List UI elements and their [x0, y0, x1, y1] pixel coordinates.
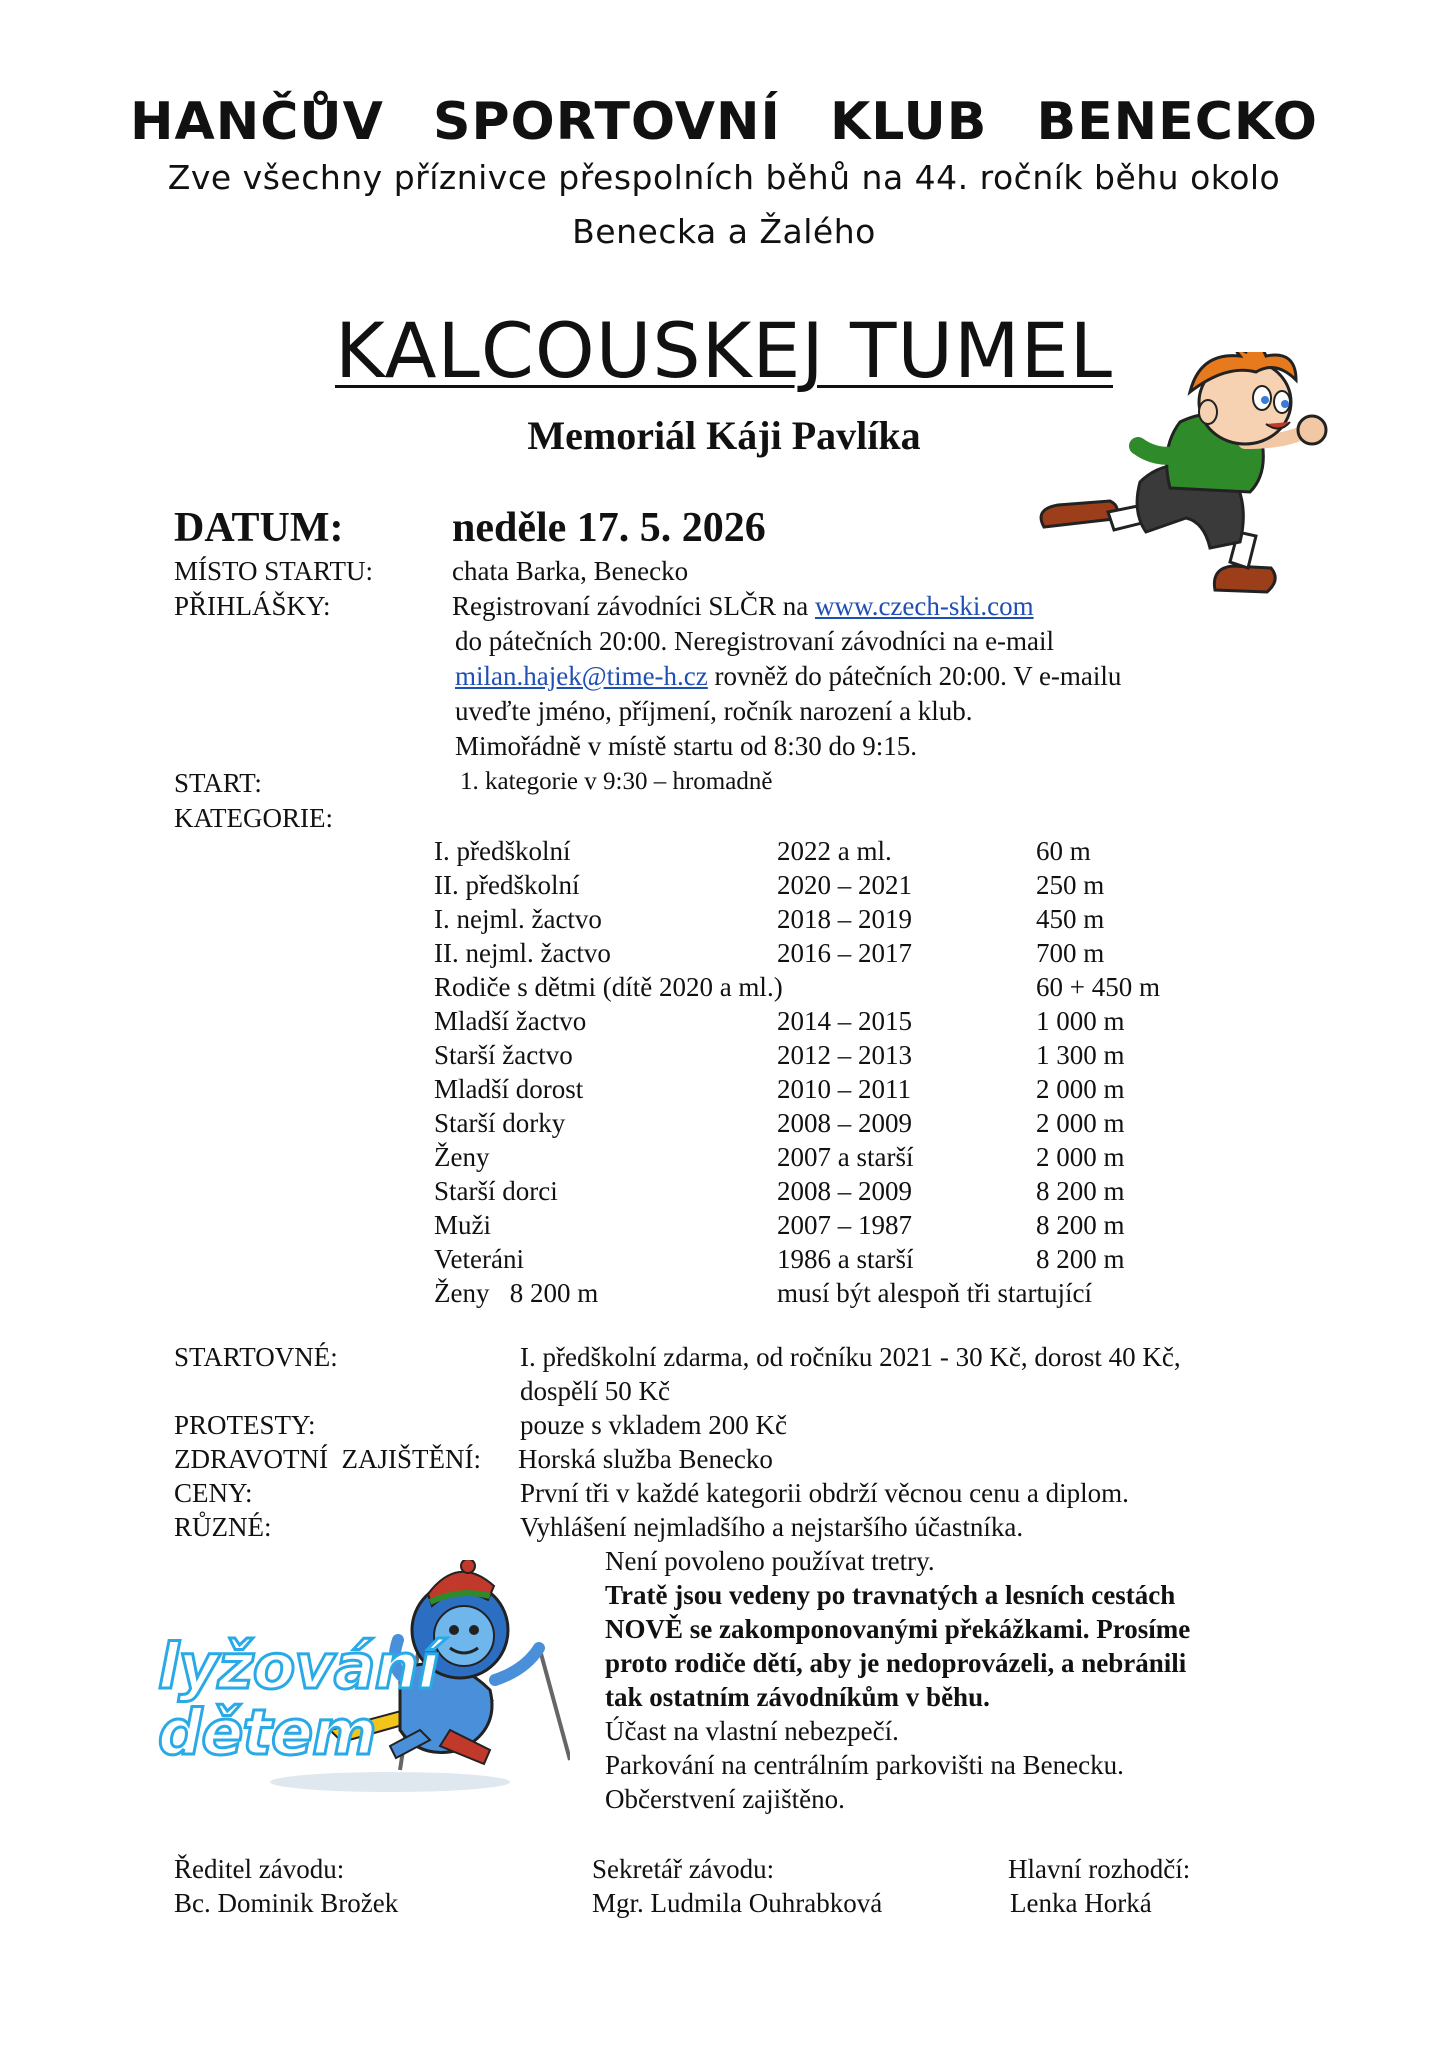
category-distance: 2 000 m: [1036, 1108, 1125, 1138]
startovne-line-2: dospělí 50 Kč: [520, 1376, 670, 1406]
event-title: KALCOUSKEJ TUMEL: [334, 306, 1113, 395]
category-name: II. nejml. žactvo: [434, 938, 611, 968]
official-name-director: Bc. Dominik Brožek: [174, 1888, 399, 1918]
category-name: Muži: [434, 1210, 491, 1240]
datum-label: DATUM:: [174, 505, 344, 551]
logo-line-2: dětem: [158, 1696, 376, 1769]
prihlasky-line-1: Registrovaní závodníci SLČR na www.czech-ski.com: [452, 591, 1034, 621]
category-years: 2022 a ml.: [777, 836, 892, 866]
category-distance: 2 000 m: [1036, 1074, 1125, 1104]
notice-line-4: tak ostatním závodníkům v běhu.: [605, 1682, 990, 1712]
start-label: START:: [174, 768, 262, 798]
category-distance: 1 000 m: [1036, 1006, 1125, 1036]
protesty-label: PROTESTY:: [174, 1410, 316, 1440]
prihlasky-line-2: do pátečních 20:00. Neregistrovaní závodníci na e-mail: [455, 626, 1055, 656]
category-distance: 8 200 m: [1036, 1210, 1125, 1240]
category-distance: 60 m: [1036, 836, 1091, 866]
category-distance: 60 + 450 m: [1036, 972, 1160, 1002]
start-value: 1. kategorie v 9:30 – hromadně: [460, 768, 773, 795]
category-years: 2008 – 2009: [777, 1176, 912, 1206]
category-distance: 1 300 m: [1036, 1040, 1125, 1070]
category-distance: 700 m: [1036, 938, 1105, 968]
official-role-referee: Hlavní rozhodčí:: [1008, 1854, 1191, 1884]
category-name: Starší žactvo: [434, 1040, 573, 1070]
ruzne-line-2: Není povoleno používat tretry.: [605, 1546, 935, 1576]
ceny-label: CENY:: [174, 1478, 253, 1508]
datum-value: neděle 17. 5. 2026: [452, 505, 766, 551]
category-distance: 2 000 m: [1036, 1142, 1125, 1172]
category-name: Veteráni: [434, 1244, 524, 1274]
category-name: Mladší žactvo: [434, 1006, 587, 1036]
zdravotni-value: Horská služba Benecko: [518, 1444, 773, 1474]
category-years: 2020 – 2021: [777, 870, 912, 900]
prihlasky-line-4: uveďte jméno, příjmení, ročník narození a klub.: [455, 696, 973, 726]
club-name: HANČŮV SPORTOVNÍ KLUB BENECKO: [129, 92, 1319, 152]
category-years: 2012 – 2013: [777, 1040, 912, 1070]
ruzne-line-1: Vyhlášení nejmladšího a nejstaršího účastníka.: [520, 1512, 1024, 1542]
category-years: 2016 – 2017: [777, 938, 912, 968]
category-distance: 250 m: [1036, 870, 1105, 900]
category-years: 2007 – 1987: [777, 1210, 912, 1240]
misto-value: chata Barka, Benecko: [452, 556, 689, 586]
email-link[interactable]: milan.hajek@time-h.cz: [455, 661, 708, 691]
startovne-line-1: I. předškolní zdarma, od ročníku 2021 - 30 Kč, dorost 40 Kč,: [520, 1342, 1181, 1372]
category-name: II. předškolní: [434, 870, 580, 900]
category-name: Starší dorky: [434, 1108, 566, 1138]
category-years: 1986 a starší: [777, 1244, 914, 1274]
category-name: I. nejml. žactvo: [434, 904, 602, 934]
official-name-referee: Lenka Horká: [1010, 1888, 1152, 1918]
ruzne-line-4: Parkování na centrálním parkovišti na Benecku.: [605, 1750, 1124, 1780]
women-note-text: musí být alespoň tři startující: [777, 1278, 1092, 1308]
lyzovani-detem-logo: [150, 1560, 570, 1800]
event-subtitle: Memoriál Káji Pavlíka: [527, 413, 921, 458]
official-name-secretary: Mgr. Ludmila Ouhrabková: [592, 1888, 883, 1918]
prihlasky-line-5: Mimořádně v místě startu od 8:30 do 9:15.: [455, 731, 917, 761]
category-years: 2007 a starší: [777, 1142, 914, 1172]
category-name: Starší dorci: [434, 1176, 558, 1206]
notice-line-3: proto rodiče dětí, aby je nedoprovázeli, a nebránili: [605, 1648, 1187, 1678]
misto-label: MÍSTO STARTU:: [174, 556, 373, 586]
category-years: 2014 – 2015: [777, 1006, 912, 1036]
prihlasky-label: PŘIHLÁŠKY:: [174, 591, 331, 621]
startovne-label: STARTOVNÉ:: [174, 1342, 338, 1372]
invitation-line-2: Benecka a Žalého: [572, 212, 876, 251]
czech-ski-link[interactable]: www.czech-ski.com: [814, 591, 1034, 621]
ruzne-label: RŮZNÉ:: [174, 1512, 272, 1542]
protesty-value: pouze s vkladem 200 Kč: [520, 1410, 787, 1440]
running-boy-illustration: [1030, 352, 1370, 622]
category-name: Rodiče s dětmi (dítě 2020 a ml.): [434, 972, 783, 1002]
category-years: 2010 – 2011: [777, 1074, 911, 1104]
category-distance: 8 200 m: [1036, 1176, 1125, 1206]
invitation-line-1: Zve všechny příznivce přespolních běhů na 44. ročník běhu okolo: [167, 158, 1281, 197]
prihlasky-line-3: milan.hajek@time-h.cz rovněž do pátečních 20:00. V e-mailu: [455, 661, 1122, 691]
category-name: Ženy: [434, 1142, 490, 1172]
notice-line-1: Tratě jsou vedeny po travnatých a lesních cestách: [605, 1580, 1176, 1610]
category-years: 2018 – 2019: [777, 904, 912, 934]
ceny-value: První tři v každé kategorii obdrží věcnou cenu a diplom.: [520, 1478, 1129, 1508]
category-distance: 8 200 m: [1036, 1244, 1125, 1274]
ruzne-line-5: Občerstvení zajištěno.: [605, 1784, 845, 1814]
women-note-name: Ženy 8 200 m: [434, 1278, 599, 1308]
category-name: Mladší dorost: [434, 1074, 584, 1104]
kategorie-label: KATEGORIE:: [174, 803, 333, 833]
zdravotni-label: ZDRAVOTNÍ ZAJIŠTĚNÍ:: [174, 1444, 481, 1474]
official-role-director: Ředitel závodu:: [174, 1854, 345, 1884]
notice-line-2: NOVĚ se zakomponovanými překážkami. Prosíme: [605, 1614, 1191, 1644]
ruzne-line-3: Účast na vlastní nebezpečí.: [605, 1716, 899, 1746]
category-years: 2008 – 2009: [777, 1108, 912, 1138]
category-name: I. předškolní: [434, 836, 571, 866]
category-distance: 450 m: [1036, 904, 1105, 934]
official-role-secretary: Sekretář závodu:: [592, 1854, 775, 1884]
logo-line-1: lyžování: [158, 1630, 438, 1703]
